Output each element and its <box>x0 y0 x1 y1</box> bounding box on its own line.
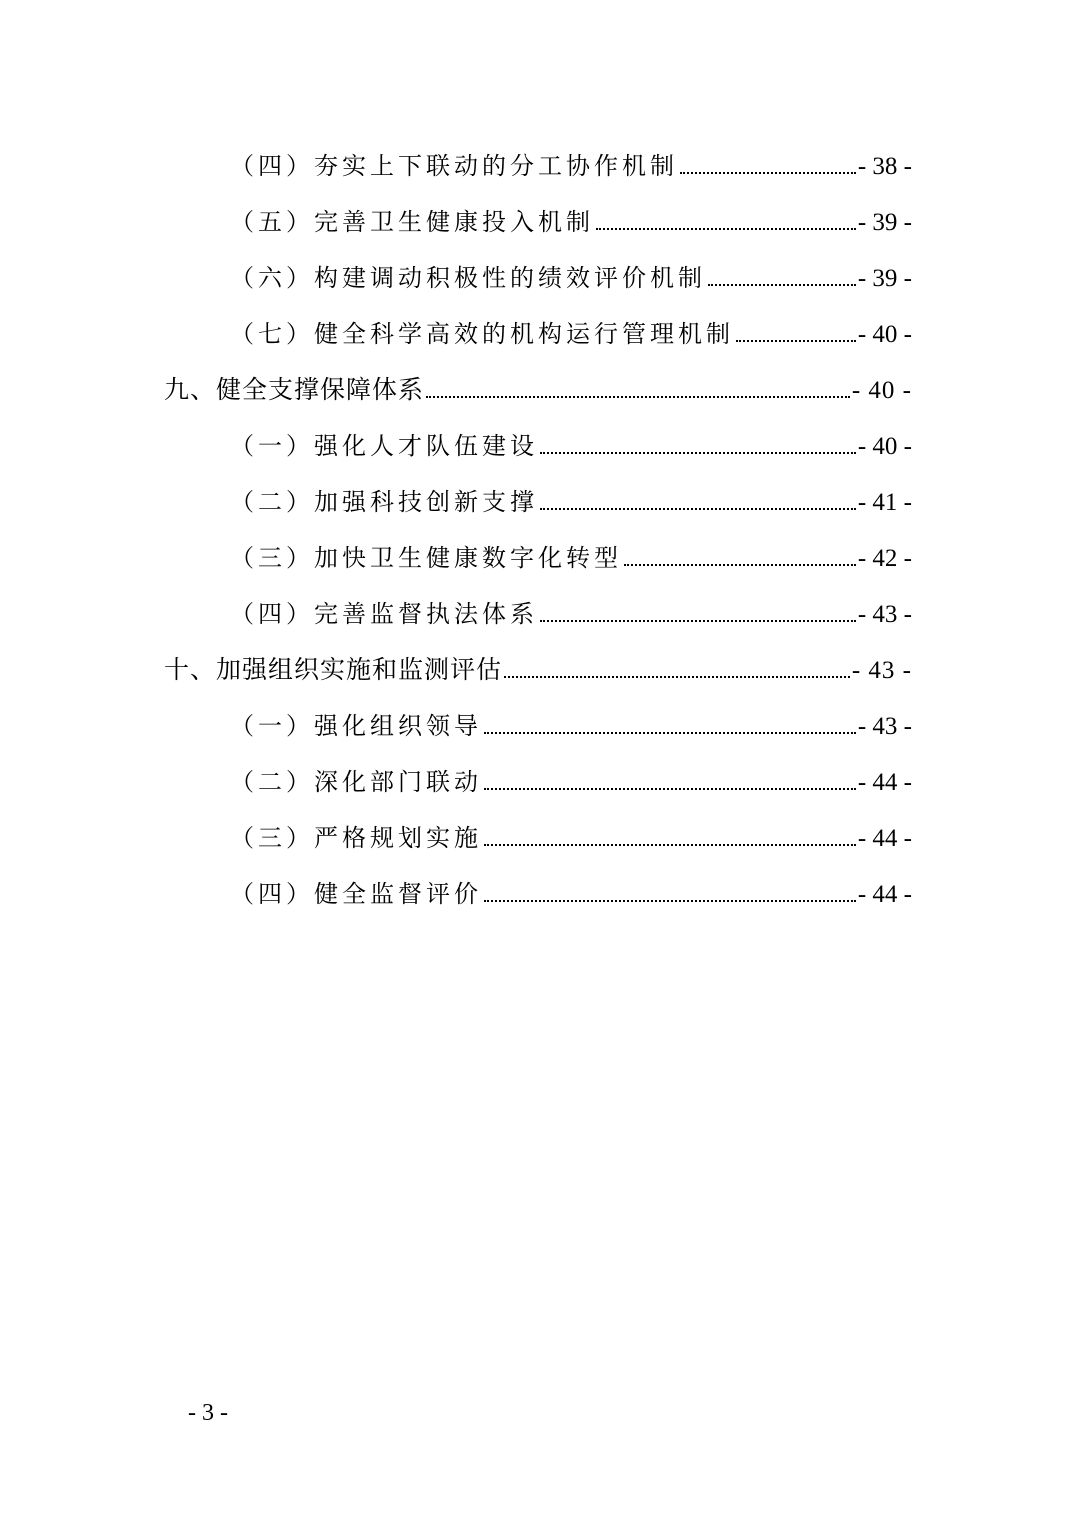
dot-leader <box>484 899 856 902</box>
toc-entry-title: （一）强化人才队伍建设 <box>230 432 538 460</box>
toc-entry[interactable] <box>230 762 912 802</box>
dot-leader <box>504 675 850 678</box>
toc-chapter-entry[interactable] <box>164 370 912 410</box>
dot-leader <box>708 283 856 286</box>
dot-leader <box>596 227 856 230</box>
toc-entry-page: - 43 - <box>857 713 912 740</box>
toc-entry[interactable] <box>230 426 912 466</box>
toc-entry-title: （四）健全监督评价 <box>230 880 482 908</box>
toc-chapter-title: 九、健全支撑保障体系 <box>164 375 425 404</box>
toc-entry-page: - 39 - <box>857 209 912 236</box>
toc-entry-page: - 44 - <box>857 769 912 796</box>
toc-entry-title: （三）加快卫生健康数字化转型 <box>230 544 622 572</box>
toc-entry-title: （二）加强科技创新支撑 <box>230 488 538 516</box>
page-number: - 3 - <box>188 1400 228 1426</box>
dot-leader <box>484 787 856 790</box>
toc-entry[interactable] <box>230 594 912 634</box>
toc-entry-page: - 40 - <box>857 433 912 460</box>
dot-leader <box>680 171 856 174</box>
toc-entry[interactable] <box>230 482 912 522</box>
toc-entry-title: （三）严格规划实施 <box>230 824 482 852</box>
toc-entry-title: （四）完善监督执法体系 <box>230 600 538 628</box>
toc-entry[interactable] <box>230 146 912 186</box>
toc-chapter-entry[interactable] <box>164 650 912 690</box>
toc-entry-page: - 44 - <box>857 881 912 908</box>
toc-entry[interactable] <box>230 314 912 354</box>
toc-entry-title: （一）强化组织领导 <box>230 712 482 740</box>
toc-entry-page: - 40 - <box>851 377 912 404</box>
toc-entry[interactable] <box>230 706 912 746</box>
toc-entry-page: - 39 - <box>857 265 912 292</box>
toc-chapter-title: 十、加强组织实施和监测评估 <box>164 655 503 684</box>
dot-leader <box>540 619 856 622</box>
dot-leader <box>426 395 850 398</box>
dot-leader <box>540 507 856 510</box>
toc-entry[interactable] <box>230 202 912 242</box>
toc-entry-page: - 40 - <box>857 321 912 348</box>
dot-leader <box>484 731 856 734</box>
toc-entry-page: - 42 - <box>857 545 912 572</box>
toc-entry-page: - 43 - <box>857 601 912 628</box>
dot-leader <box>484 843 856 846</box>
toc-entry[interactable] <box>230 258 912 298</box>
toc-entry-page: - 44 - <box>857 825 912 852</box>
dot-leader <box>736 339 856 342</box>
toc-entry-title: （五）完善卫生健康投入机制 <box>230 208 594 236</box>
toc-entry-page: - 41 - <box>857 489 912 516</box>
dot-leader <box>624 563 856 566</box>
toc-entry-title: （七）健全科学高效的机构运行管理机制 <box>230 320 734 348</box>
toc-entry-title: （六）构建调动积极性的绩效评价机制 <box>230 264 706 292</box>
toc-entry-title: （二）深化部门联动 <box>230 768 482 796</box>
dot-leader <box>540 451 856 454</box>
toc-entry[interactable] <box>230 818 912 858</box>
toc-entry-page: - 43 - <box>851 657 912 684</box>
toc-entry[interactable] <box>230 538 912 578</box>
toc-entry-title: （四）夯实上下联动的分工协作机制 <box>230 152 678 180</box>
toc-entry[interactable] <box>230 874 912 914</box>
toc-entry-page: - 38 - <box>857 153 912 180</box>
